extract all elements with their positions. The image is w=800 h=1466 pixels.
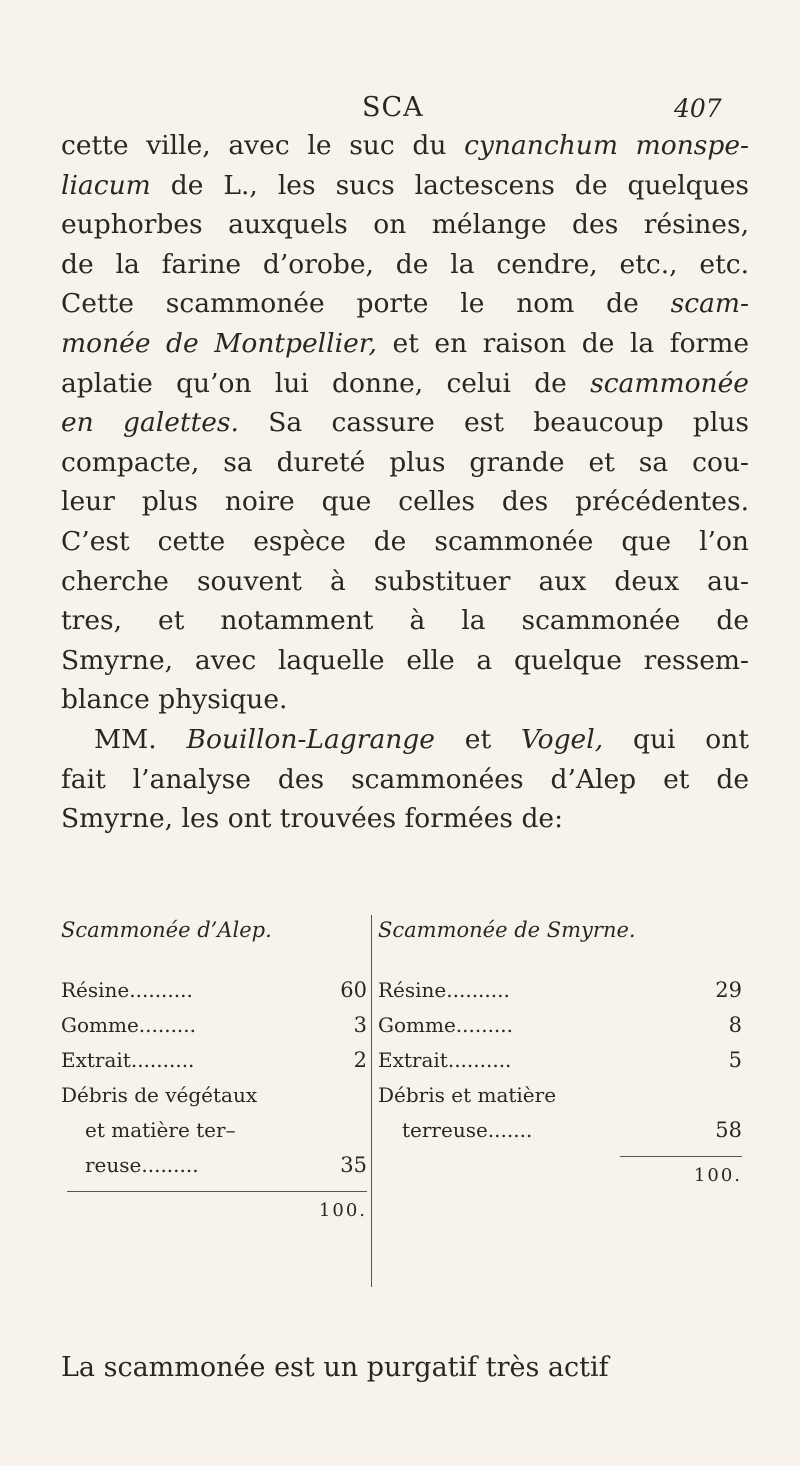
table-rows-smyrne [378,973,742,1148]
italic-run: en galettes. [61,407,239,439]
text-line [61,601,749,641]
text-line [61,205,749,245]
text-run: de la farine d’orobe, de la cendre, etc., etc. [61,248,749,280]
row-value: 60 [340,978,367,1002]
text-run: compacte, sa dureté plus grande et sa cou- [61,446,749,478]
row-label: et matière ter– [85,1118,236,1142]
text-run: qui ont [603,723,749,755]
row-label: Débris et matière [378,1083,557,1107]
row-value: 8 [728,1013,742,1037]
row-label: Extrait.......... [61,1048,195,1072]
text-run: euphorbes auxquels on mélange des résines, [61,209,749,241]
table-row [61,1008,367,1043]
table-row [61,1148,367,1183]
row-label: Gomme......... [61,1013,196,1037]
text-line [61,522,749,562]
row-label: Débris de végétaux [61,1083,258,1107]
text-run: cette ville, avec le suc du [61,130,465,161]
italic-run: Vogel, [520,723,604,755]
text-run: Smyrne, les ont trouvées formées de: [61,803,564,835]
text-run: blance physique. [61,684,288,716]
row-label: reuse......... [85,1153,199,1177]
text-run: Cette scammonée porte le nom de [61,288,671,320]
row-value: 35 [340,1153,367,1177]
text-run: MM. [94,723,187,755]
table-row [378,1113,742,1148]
body-text [61,126,749,839]
text-line [61,364,749,404]
text-run: fait l’analyse des scammonées d’Alep et de [61,763,749,795]
row-label: Résine.......... [378,978,510,1002]
table-row [378,973,742,1008]
text-line [61,126,749,166]
text-run: C’est cette espèce de scammonée que l’on [61,525,749,557]
italic-run: scammonée [590,367,749,399]
row-value: 29 [715,978,742,1002]
text-run: Sa cassure est beaucoup plus [238,407,749,439]
italic-run: monée de Montpellier, [61,327,377,359]
text-run: cherche souvent à substituer aux deux au- [61,565,749,597]
composition-tables [61,915,751,1335]
text-line [61,245,749,285]
table-row [61,1113,367,1148]
text-run: leur plus noire que celles des précédentes. [61,486,749,518]
column-divider [371,915,372,1287]
row-value: 5 [728,1048,742,1072]
italic-run: liacum [61,169,151,201]
italic-run: Bouillon-Lagrange [186,723,435,755]
text-line [61,720,749,760]
table-row [61,1043,367,1078]
text-run: et [434,723,521,755]
text-run: de L., les sucs lactescens de quelques [150,169,749,201]
row-value: 3 [353,1013,367,1037]
row-label: Résine.......... [61,978,193,1002]
italic-run: scam- [670,288,749,320]
table-total-smyrne: 100. [693,1165,742,1186]
italic-run: cynanchum monspe- [464,130,749,161]
table-row [378,1008,742,1043]
row-value: 2 [353,1048,367,1072]
row-label: Extrait.......... [378,1048,512,1072]
text-line [61,799,749,839]
row-value: 58 [715,1118,742,1142]
table-title-alep: Scammonée d’Alep. [61,918,272,942]
running-head: SCA [362,92,424,123]
text-line [61,284,749,324]
footer-line: La scammonée est un purgatif très actif [61,1352,609,1383]
table-row [61,973,367,1008]
text-run: et en raison de la forme [376,327,750,359]
text-line [61,680,749,720]
text-line [61,760,749,800]
text-line [61,562,749,602]
text-line [61,443,749,483]
table-row [378,1078,742,1113]
table-title-smyrne: Scammonée de Smyrne. [378,918,636,942]
text-line [61,641,749,681]
text-line [61,403,749,443]
table-alep [61,915,367,1226]
text-line [61,166,749,206]
text-line [61,482,749,522]
table-row [61,1078,367,1113]
text-run: tres, et notamment à la scammonée de [61,605,749,637]
row-label: terreuse....... [402,1118,533,1142]
row-label: Gomme......... [378,1013,513,1037]
text-run: Smyrne, avec laquelle elle a quelque ressem- [61,644,749,676]
table-rows-alep [61,973,367,1183]
table-total-alep: 100. [318,1200,367,1221]
table-row [378,1043,742,1078]
text-run: aplatie qu’on lui donne, celui de [61,367,591,399]
table-smyrne [378,915,742,1191]
text-line [61,324,749,364]
page-number: 407 [674,94,722,123]
